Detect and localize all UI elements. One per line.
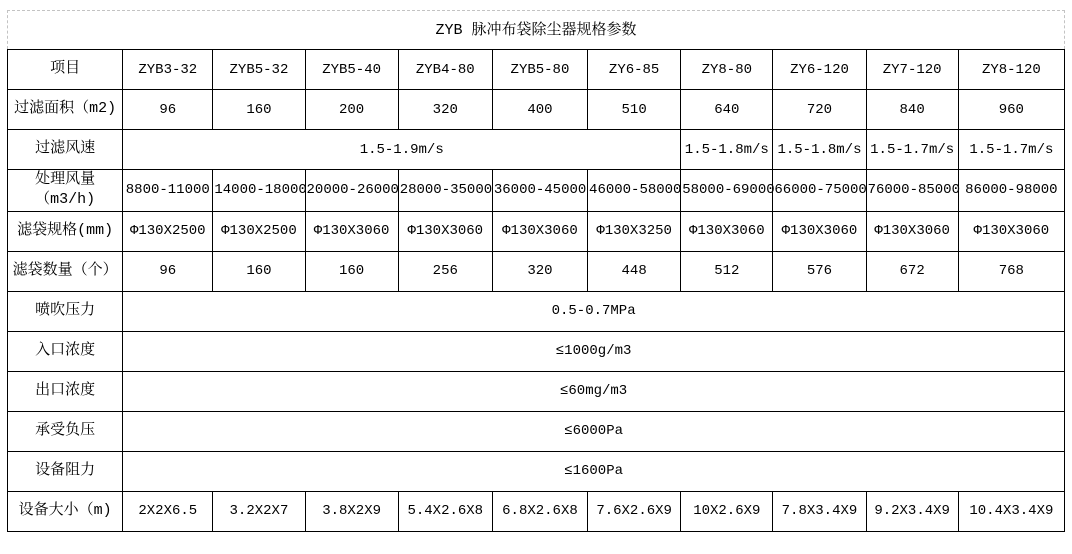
value-cell: 160	[213, 90, 305, 130]
value-cell: 448	[588, 251, 681, 291]
table-row	[8, 411, 1065, 451]
table-row	[8, 491, 1065, 531]
header-item-cell: 项目	[8, 50, 123, 90]
value-cell: 768	[958, 251, 1064, 291]
value-cell: Φ130X3060	[958, 211, 1064, 251]
value-cell: 10.4X3.4X9	[958, 491, 1064, 531]
value-cell: Φ130X3060	[305, 211, 398, 251]
row-label-cell: 过滤风速	[8, 130, 123, 170]
header-row	[8, 50, 1065, 90]
value-cell: 58000-69000	[681, 170, 773, 212]
value-cell: 1.5-1.7m/s	[958, 130, 1064, 170]
merged-value-cell: ≤60mg/m3	[123, 371, 1065, 411]
row-label-cell: 喷吹压力	[8, 291, 123, 331]
table-row	[8, 211, 1065, 251]
row-label-cell: 设备大小（m)	[8, 491, 123, 531]
value-cell: 160	[305, 251, 398, 291]
value-cell: 6.8X2.6X8	[492, 491, 587, 531]
value-cell: Φ130X2500	[123, 211, 213, 251]
value-cell: Φ130X3060	[398, 211, 492, 251]
value-cell: 9.2X3.4X9	[866, 491, 958, 531]
value-cell: 5.4X2.6X8	[398, 491, 492, 531]
merged-value-cell: ≤1600Pa	[123, 451, 1065, 491]
table-row	[8, 331, 1065, 371]
value-cell: 2X2X6.5	[123, 491, 213, 531]
value-cell: 840	[866, 90, 958, 130]
value-cell: 640	[681, 90, 773, 130]
value-cell: 576	[773, 251, 866, 291]
row-label-cell: 过滤面积（m2)	[8, 90, 123, 130]
value-cell: 510	[588, 90, 681, 130]
table-row	[8, 371, 1065, 411]
value-cell: 720	[773, 90, 866, 130]
row-label-cell: 承受负压	[8, 411, 123, 451]
value-cell: 20000-26000	[305, 170, 398, 212]
value-cell: 960	[958, 90, 1064, 130]
value-cell: 96	[123, 90, 213, 130]
row-label-cell: 入口浓度	[8, 331, 123, 371]
value-cell: 10X2.6X9	[681, 491, 773, 531]
value-cell: 320	[492, 251, 587, 291]
value-cell: 8800-11000	[123, 170, 213, 212]
value-cell: 512	[681, 251, 773, 291]
header-model-cell: ZYB4-80	[398, 50, 492, 90]
row-label-cell: 滤袋数量（个）	[8, 251, 123, 291]
table-row	[8, 451, 1065, 491]
header-model-cell: ZY8-80	[681, 50, 773, 90]
row-label-cell: 设备阻力	[8, 451, 123, 491]
value-cell: 3.2X2X7	[213, 491, 305, 531]
table-row	[8, 130, 1065, 170]
value-cell: Φ130X3060	[681, 211, 773, 251]
value-cell: Φ130X3060	[773, 211, 866, 251]
value-cell: 7.6X2.6X9	[588, 491, 681, 531]
header-model-cell: ZY6-120	[773, 50, 866, 90]
value-cell: 28000-35000	[398, 170, 492, 212]
value-cell: Φ130X2500	[213, 211, 305, 251]
table-row	[8, 170, 1065, 212]
spec-table	[7, 49, 1065, 532]
header-model-cell: ZY6-85	[588, 50, 681, 90]
value-cell: 46000-58000	[588, 170, 681, 212]
value-cell: 200	[305, 90, 398, 130]
table-row	[8, 291, 1065, 331]
value-cell: 76000-85000	[866, 170, 958, 212]
header-model-cell: ZY7-120	[866, 50, 958, 90]
value-cell: 36000-45000	[492, 170, 587, 212]
value-cell: Φ130X3250	[588, 211, 681, 251]
value-cell: 86000-98000	[958, 170, 1064, 212]
merged-value-cell: ≤6000Pa	[123, 411, 1065, 451]
value-cell: 160	[213, 251, 305, 291]
table-row	[8, 90, 1065, 130]
header-model-cell: ZY8-120	[958, 50, 1064, 90]
value-cell: 3.8X2X9	[305, 491, 398, 531]
value-cell: 1.5-1.7m/s	[866, 130, 958, 170]
header-model-cell: ZYB3-32	[123, 50, 213, 90]
value-cell: 7.8X3.4X9	[773, 491, 866, 531]
value-cell: 320	[398, 90, 492, 130]
value-cell: 1.5-1.8m/s	[681, 130, 773, 170]
value-cell: 14000-18000	[213, 170, 305, 212]
header-model-cell: ZYB5-32	[213, 50, 305, 90]
merged-value-cell: ≤1000g/m3	[123, 331, 1065, 371]
value-cell: 96	[123, 251, 213, 291]
row-label-cell: 处理风量（m3/h)	[8, 170, 123, 212]
table-row	[8, 251, 1065, 291]
row-label-cell: 滤袋规格(mm)	[8, 211, 123, 251]
value-cell: 1.5-1.8m/s	[773, 130, 866, 170]
value-cell: Φ130X3060	[492, 211, 587, 251]
value-cell: 400	[492, 90, 587, 130]
table-title: ZYB 脉冲布袋除尘器规格参数	[7, 10, 1065, 49]
merged-value-cell: 1.5-1.9m/s	[123, 130, 681, 170]
row-label-cell: 出口浓度	[8, 371, 123, 411]
value-cell: 672	[866, 251, 958, 291]
value-cell: 256	[398, 251, 492, 291]
header-model-cell: ZYB5-40	[305, 50, 398, 90]
merged-value-cell: 0.5-0.7MPa	[123, 291, 1065, 331]
value-cell: 66000-75000	[773, 170, 866, 212]
value-cell: Φ130X3060	[866, 211, 958, 251]
header-model-cell: ZYB5-80	[492, 50, 587, 90]
